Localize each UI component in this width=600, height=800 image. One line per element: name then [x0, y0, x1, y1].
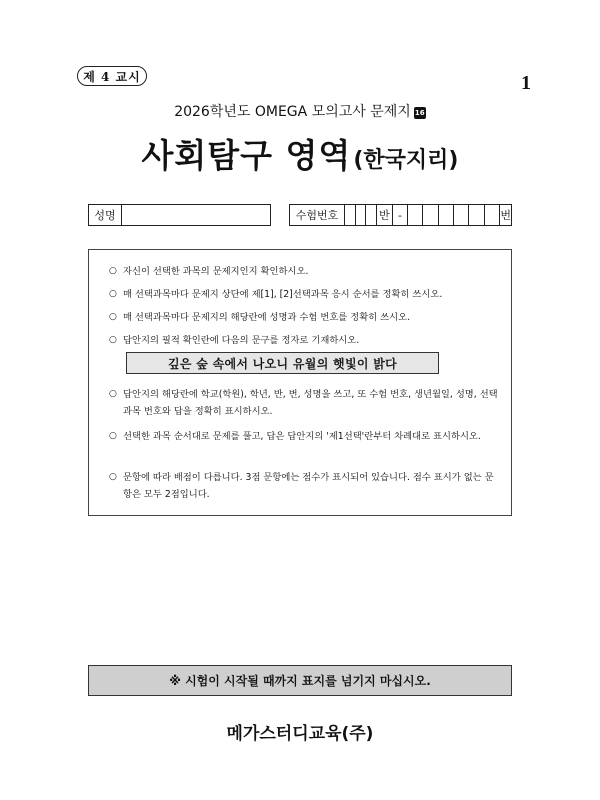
exam-digit-box	[485, 205, 500, 225]
exam-digit-box	[469, 205, 484, 225]
handwriting-phrase-box: 깊은 숲 속에서 나오니 유월의 햇빛이 밝다	[126, 352, 439, 374]
subtitle-badge: 16	[414, 109, 425, 117]
bullet-icon: ○	[109, 266, 117, 276]
name-label: 성명	[89, 205, 122, 225]
instruction-item: ○ 매 선택과목마다 문제지 상단에 제[1], [2]선택과목 응시 순서를 정확히 쓰시오.	[109, 286, 501, 303]
bullet-icon: ○	[109, 335, 117, 345]
bullet-icon: ○	[109, 289, 117, 299]
bullet-icon: ○	[109, 472, 117, 482]
exam-digit-box	[454, 205, 469, 225]
exam-digit-box	[408, 205, 423, 225]
period-label: 제 4 교시	[77, 66, 147, 86]
instruction-item: ○ 답안지의 필적 확인란에 다음의 문구를 정자로 기재하시오.	[109, 332, 501, 349]
notice-banner: ※ 시험이 시작될 때까지 표지를 넘기지 마십시오.	[88, 665, 512, 696]
exam-digit-box	[366, 205, 377, 225]
bullet-icon: ○	[109, 389, 117, 399]
exam-digit-box	[439, 205, 454, 225]
exam-number-label: 수험번호	[290, 205, 345, 225]
number-label: 번	[500, 209, 511, 222]
name-input-area	[122, 205, 270, 225]
title-sub: (한국지리)	[353, 148, 459, 173]
dash-separator: -	[393, 205, 407, 225]
exam-subtitle	[0, 101, 600, 121]
bullet-icon: ○	[109, 312, 117, 322]
title-main: 사회탐구 영역	[141, 136, 352, 175]
instruction-item: ○ 선택한 과목 순서대로 문제를 풀고, 답은 답안지의 '제1선택'란부터 차례대로 표시하시오.	[109, 428, 501, 445]
name-field	[88, 204, 271, 226]
instruction-item: ○ 문항에 따라 배점이 다릅니다. 3점 문항에는 점수가 표시되어 있습니다. 점수 표시가 없는 문항은 모두 2점입니다.	[109, 469, 501, 503]
exam-digit-box	[356, 205, 367, 225]
exam-digit-box	[345, 205, 356, 225]
instruction-item: ○ 매 선택과목마다 문제지의 해당란에 성명과 수험 번호를 정확히 쓰시오.	[109, 309, 501, 326]
company-name: 메가스터디교육(주)	[226, 724, 374, 744]
page-number: 1	[521, 72, 531, 94]
exam-number-field	[289, 204, 512, 226]
subtitle-text: 2026학년도 OMEGA 모의고사 문제지	[174, 104, 411, 120]
instruction-item: ○ 자신이 선택한 과목의 문제지인지 확인하시오.	[109, 263, 501, 280]
page-title	[0, 130, 600, 177]
class-label: 반	[377, 205, 393, 225]
bullet-icon: ○	[109, 431, 117, 441]
instruction-item: ○ 답안지의 해당란에 학교(학원), 학년, 반, 번, 성명을 쓰고, 또 수험 번호, 생년월일, 성명, 선택과목 번호와 답을 정확히 표시하시오.	[109, 386, 501, 420]
instructions-box	[88, 249, 512, 516]
exam-digit-box	[423, 205, 438, 225]
